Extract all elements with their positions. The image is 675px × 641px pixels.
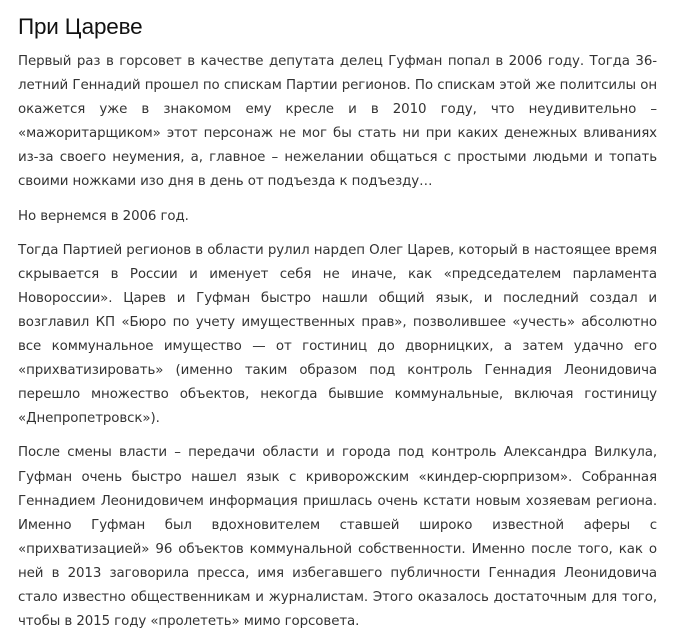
paragraph-tsarev: Тогда Партией регионов в области рулил нардеп Олег Царев, который в настоящее время скрывается в России и именует себя не иначе, как «председателем парламента Новороссии». Царев и Гуфман быстро нашли общий язык, и последний создал и возглавил КП «Бюро по учету имущественных прав», позволившее «учесть» абсолютно все коммунальное имущество — от гостиниц до дворницких, а затем удачно его «прихватизировать» (именно таким образом под контроль Геннадия Леонидовича перешло множество объектов, некогда бывшие коммунальные, включая гостиницу «Днепропетровск»).	[18, 242, 657, 427]
paragraph-return-2006: Но вернемся в 2006 год.	[18, 208, 189, 224]
section-heading: При Цареве	[18, 14, 143, 39]
paragraph-vilkul: После смены власти – передачи области и города под контроль Александра Вилкула, Гуфман очень быстро нашел язык с криворожским «киндер-сюрпризом». Собранная Геннадием Леонидовичем информация пришлась очень кстати новым хозяевам региона. Именно Гуфман был вдохновителем ставшей широко известной аферы с «прихватизацией» 96 объектов коммунальной собственности. Именно после того, как о ней в 2013 заговорила пресса, имя избегавшего публичности Геннадия Леонидовича стало известно общественникам и журналистам. Этого оказалось достаточным для того, чтобы в 2015 году «пролететь» мимо горсовета.	[18, 445, 657, 630]
paragraph-first-term: Первый раз в горсовет в качестве депутата делец Гуфман попал в 2006 году. Тогда 36-летний Геннадий прошел по спискам Партии регионов. По спискам этой же политсилы он окажется уже в знакомом ему кресле и в 2010 году, что неудивительно – «мажоритарщиком» этот персонаж не мог бы стать ни при каких денежных вливаниях из-за своего неумения, а, главное – нежелании общаться с простыми людьми и топать своими ножками изо дня в день от подъезда к подъезду…	[18, 54, 657, 190]
